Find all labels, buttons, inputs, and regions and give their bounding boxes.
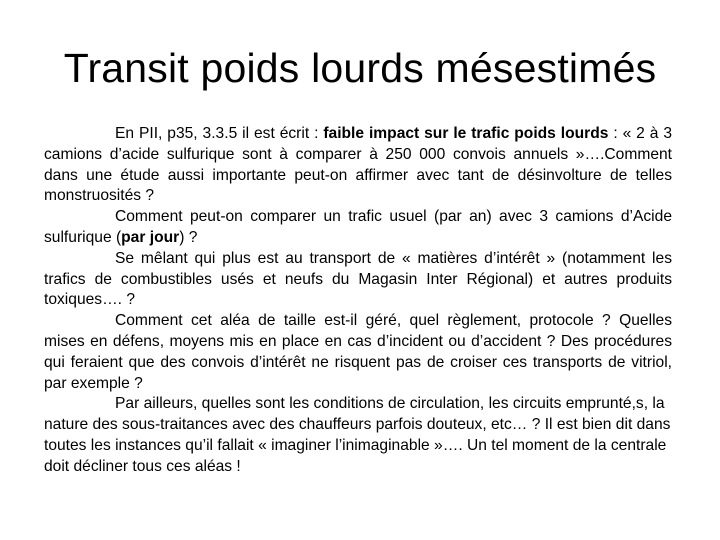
paragraph-text: : « 2 à 3 camions d’acide sulfurique sont à comparer à 250 000 convois annuels »….Comment dans une étude aussi importante peut-on affirmer avec tant de désinvolture de telles monstruosités ? [44,125,673,205]
paragraph-alea: Comment cet aléa de taille est-il géré, quel règlement, protocole ? Quelles mises en défens, moyens mis en place en cas d’incident ou d’accident ? Des procédures qui feraient que des convois d’intérêt ne risquent pas de croiser ces transports de vitriol, par exemple ? [44,312,672,392]
paragraph-text: ) ? [179,228,198,246]
slide-body [44,124,672,478]
emphasis-text: par jour [121,228,180,246]
paragraph-comparaison [44,207,672,249]
paragraph-conditions-circulation: Par ailleurs, quelles sont les conditions de circulation, les circuits emprunté,s, la nature des sous-traitances avec des chauffeurs parfois douteux, etc… ? Il est bien dit dans toutes les instances qu’il fallait « imaginer l’inimaginable »…. Un tel moment de la centrale doit décliner tous ces aléas ! [44,395,671,475]
paragraph-matieres-interet: Se mêlant qui plus est au transport de « matières d’intérêt » (notamment les trafics de combustibles usés et neufs du Magasin Inter Régional) et autres produits toxiques…. ? [44,249,672,309]
paragraph-faible-impact [44,124,672,207]
emphasis-text: faible impact sur le trafic poids lourds [323,125,609,142]
slide-title: Transit poids lourds mésestimés [63,45,657,91]
paragraph-text: En PII, p35, 3.3.5 il est écrit : [115,125,324,142]
paragraph-text: Comment peut-on comparer un trafic usuel (par an) avec 3 camions d’Acide sulfurique ( [44,208,672,246]
